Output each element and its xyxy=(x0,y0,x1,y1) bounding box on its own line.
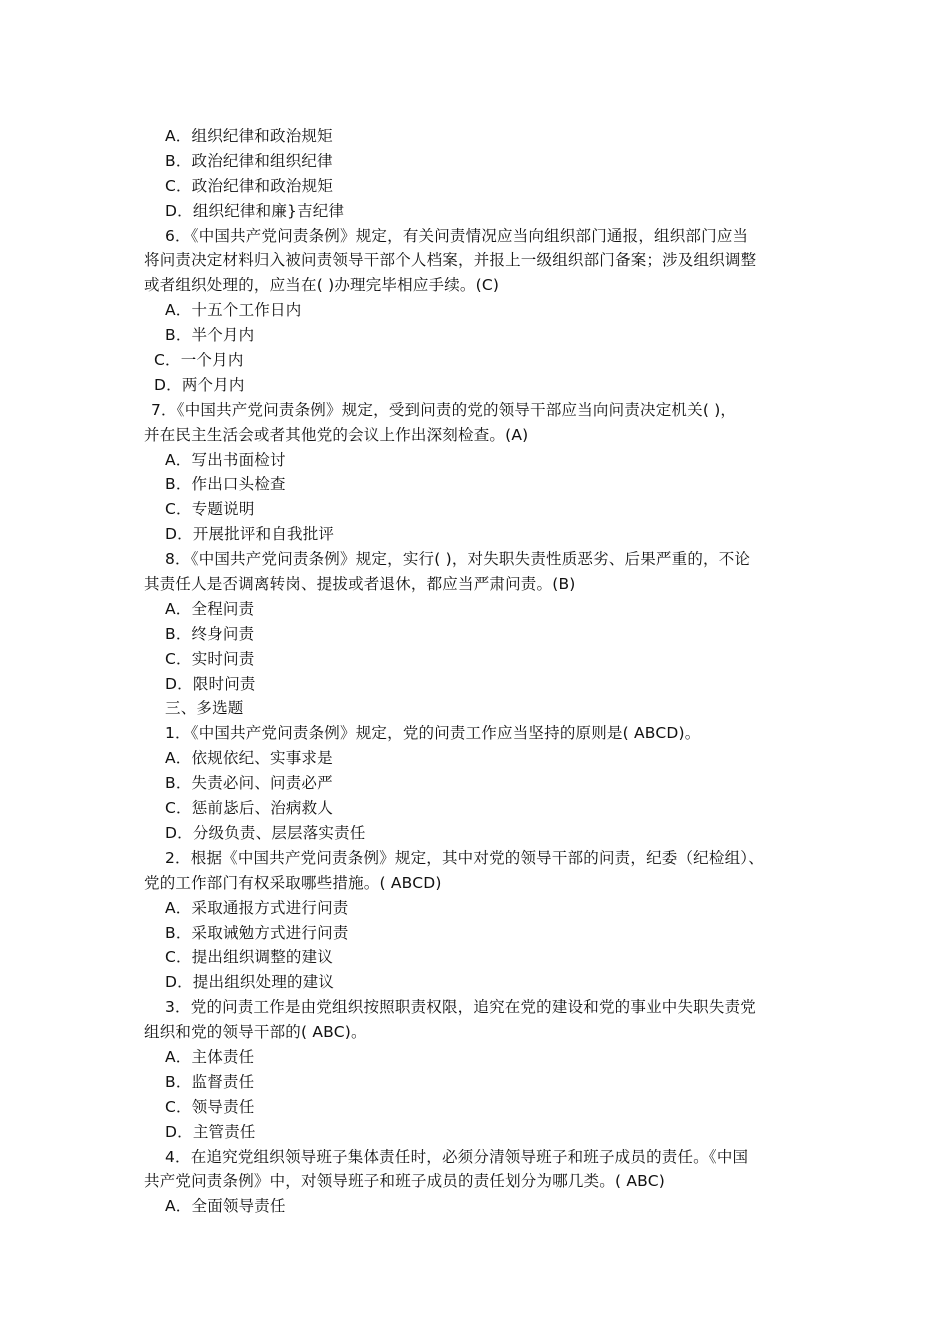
text-line: A．十五个工作日内 xyxy=(165,301,302,320)
text-line: 三、多选题 xyxy=(165,699,244,718)
text-line: A．主体责任 xyxy=(165,1047,255,1066)
text-line: 其责任人是否调离转岗、提拔或者退休，都应当严肃问责。(B) xyxy=(144,575,576,594)
text-line: A．写出书面检讨 xyxy=(165,450,286,469)
text-line: C．一个月内 xyxy=(154,351,244,370)
text-line: C．惩前毖后、治病救人 xyxy=(165,799,334,818)
text-line: C．政治纪律和政治规矩 xyxy=(165,176,334,195)
text-line: C．提出组织调整的建议 xyxy=(165,948,334,967)
text-line: A．组织纪律和政治规矩 xyxy=(165,127,333,145)
text-line: 将问责决定材料归入被问责领导干部个人档案，并报上一级组织部门备案；涉及组织调整 xyxy=(144,251,757,270)
text-line: 4．在追究党组织领导班子集体责任时，必须分清领导班子和班子成员的责任。《中国 xyxy=(165,1147,749,1166)
text-line: A．依规依纪、实事求是 xyxy=(165,749,333,768)
text-line: 8．《中国共产党问责条例》规定，实行( )，对失职失责性质恶劣、后果严重的，不论 xyxy=(165,550,751,569)
text-line: D．分级负责、层层落实责任 xyxy=(165,823,366,842)
text-line: C．领导责任 xyxy=(165,1097,255,1116)
text-line: 共产党问责条例》中，对领导班子和班子成员的责任划分为哪几类。( ABC) xyxy=(144,1172,666,1191)
text-line: 7．《中国共产党问责条例》规定，受到问责的党的领导干部应当向问责决定机关( )， xyxy=(151,400,737,419)
text-line: D．提出组织处理的建议 xyxy=(165,973,335,992)
text-line: D．主管责任 xyxy=(165,1122,256,1141)
text-line: D．组织纪律和廉}吉纪律 xyxy=(165,201,345,220)
text-line: 党的工作部门有权采取哪些措施。( ABCD) xyxy=(144,873,442,892)
text-line: 6．《中国共产党问责条例》规定，有关问责情况应当向组织部门通报，组织部门应当 xyxy=(165,226,749,245)
text-line: 组织和党的领导干部的( ABC)。 xyxy=(144,1023,367,1042)
text-line: 并在民主生活会或者其他党的会议上作出深刻检查。(A) xyxy=(144,425,529,444)
text-line: A．采取通报方式进行问责 xyxy=(165,898,349,917)
text-line: A．全面领导责任 xyxy=(165,1197,286,1216)
text-line: A．全程问责 xyxy=(165,599,255,618)
text-line: B．半个月内 xyxy=(165,326,255,345)
text-line: 3．党的问责工作是由党组织按照职责权限，追究在党的建设和党的事业中失职失责党 xyxy=(165,998,756,1017)
text-line: B．作出口头检查 xyxy=(165,475,286,494)
text-line: C．专题说明 xyxy=(165,500,255,519)
text-line: B．终身问责 xyxy=(165,624,255,643)
text-line: B．失责必问、问责必严 xyxy=(165,774,333,793)
text-line: B．政治纪律和组织纪律 xyxy=(165,151,333,170)
text-line: 1．《中国共产党问责条例》规定，党的问责工作应当坚持的原则是( ABCD)。 xyxy=(165,724,701,743)
text-line: 或者组织处理的，应当在( )办理完毕相应手续。(C) xyxy=(144,276,500,295)
text-line: D．开展批评和自我批评 xyxy=(165,525,335,544)
document-body xyxy=(144,124,824,1219)
text-line: B．监督责任 xyxy=(165,1072,255,1091)
text-line: B．采取诫勉方式进行问责 xyxy=(165,923,349,942)
text-line: D．限时问责 xyxy=(165,674,256,693)
text-line: D．两个月内 xyxy=(154,375,245,394)
text-line: 2．根据《中国共产党问责条例》规定，其中对党的领导干部的问责，纪委（纪检组）、 xyxy=(165,848,764,867)
text-line: C．实时问责 xyxy=(165,649,255,668)
